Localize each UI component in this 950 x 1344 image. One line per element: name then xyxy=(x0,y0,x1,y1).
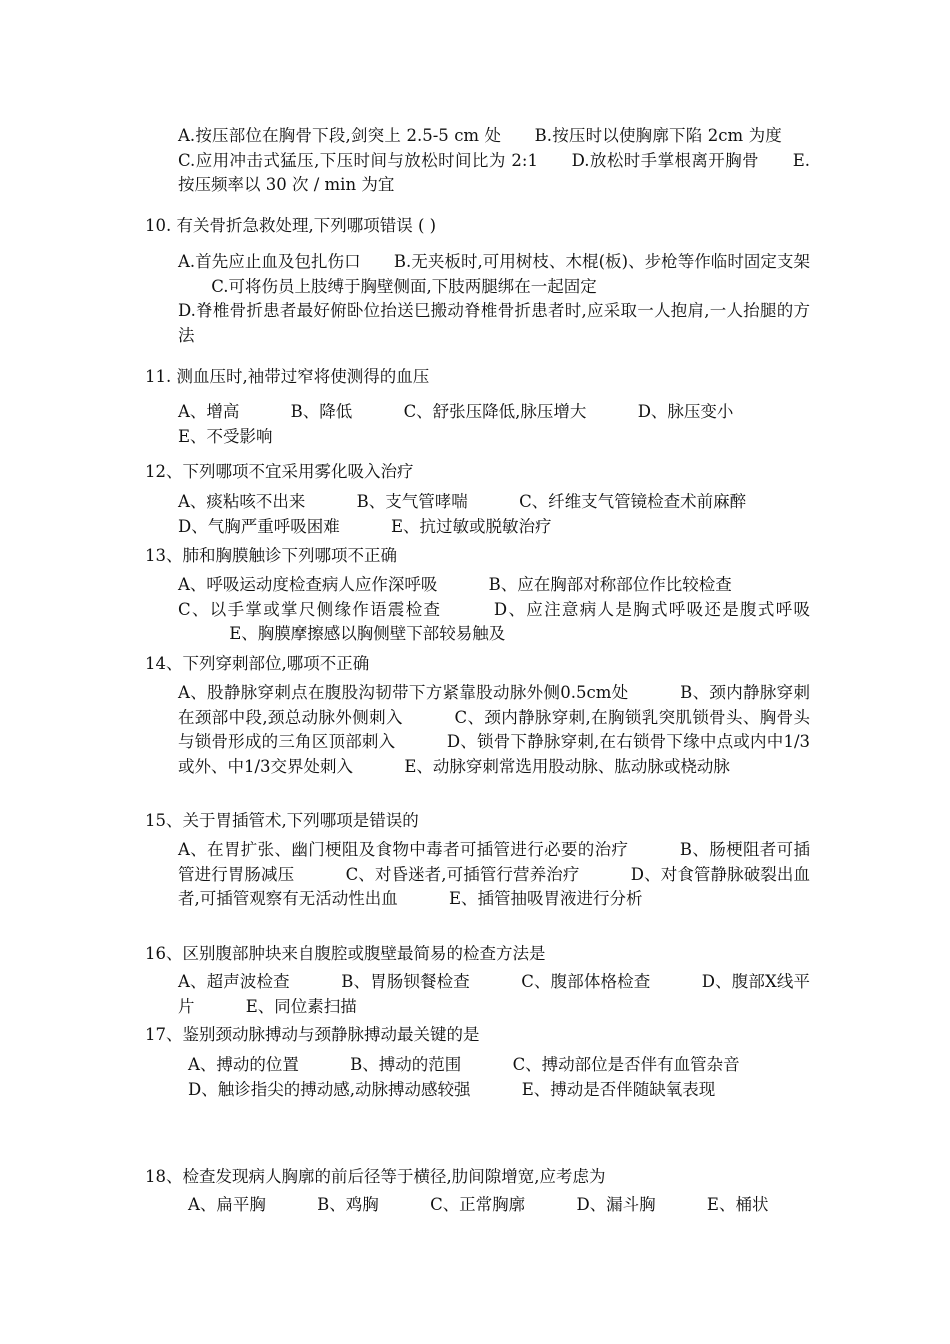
option: B、鸡胸 xyxy=(317,1195,379,1214)
question-11-stem: 11. 测血压时,袖带过窄将使测得的血压 xyxy=(145,367,430,386)
option: D、气胸严重呼吸困难 xyxy=(178,516,340,536)
option: D、触诊指尖的搏动感,动脉搏动感较强 xyxy=(188,1079,471,1099)
option: D、应注意病人是胸式呼吸还是腹式呼吸 xyxy=(493,599,811,619)
option: E. 按压频率以 30 次 / min 为宜 xyxy=(178,150,811,194)
option: C、搏动部位是否伴有血管杂音 xyxy=(512,1055,740,1074)
option: E、不受影响 xyxy=(178,426,273,446)
option: E、动脉穿刺常选用股动脉、肱动脉或桡动脉 xyxy=(404,756,730,776)
option: E、同位素扫描 xyxy=(245,996,357,1016)
option: D、锁骨下静脉穿刺,在右锁骨下缘中点或内中1/3或外、中1/3交界处刺入 xyxy=(178,732,811,776)
question-18-stem: 18、检查发现病人胸廓的前后径等于横径,肋间隙增宽,应考虑为 xyxy=(145,1167,606,1186)
option: A、呼吸运动度检查病人应作深呼吸 xyxy=(178,575,438,594)
option: A、搏动的位置 xyxy=(188,1055,299,1074)
question-11-options xyxy=(178,400,810,449)
question-17-stem: 17、鉴别颈动脉搏动与颈静脉搏动最关键的是 xyxy=(145,1025,480,1044)
question-12-stem: 12、下列哪项不宜采用雾化吸入治疗 xyxy=(145,462,414,481)
option: A.按压部位在胸骨下段,剑突上 2.5-5 cm 处 xyxy=(178,126,502,145)
option: A、痰粘咳不出来 xyxy=(178,492,306,511)
question-15-stem: 15、关于胃插管术,下列哪项是错误的 xyxy=(145,811,419,830)
option: C.可将伤员上肢缚于胸壁侧面,下肢两腿绑在一起固定 xyxy=(211,276,597,296)
option: B、搏动的范围 xyxy=(350,1055,462,1074)
option: A、在胃扩张、幽门梗阻及食物中毒者可插管进行必要的治疗 xyxy=(178,840,629,859)
question-16-options xyxy=(178,970,810,1019)
option: C、正常胸廓 xyxy=(430,1195,526,1214)
option: A、增高 xyxy=(178,402,240,421)
option: C.应用冲击式猛压,下压时间与放松时间比为 2:1 xyxy=(178,150,538,170)
option: B、颈内静脉穿刺在颈部中段,颈总动脉外侧刺入 xyxy=(178,683,810,727)
question-10-options xyxy=(178,250,810,348)
question-15-options xyxy=(178,838,810,912)
question-14-stem: 14、下列穿刺部位,哪项不正确 xyxy=(145,654,370,673)
option: E、胸膜摩擦感以胸侧壁下部较易触及 xyxy=(229,624,506,643)
option: B.无夹板时,可用树枝、木棍(板)、步枪等作临时固定支架 xyxy=(393,252,810,271)
option: D、漏斗胸 xyxy=(576,1195,656,1214)
question-9-options xyxy=(178,124,810,198)
option: B、应在胸部对称部位作比较检查 xyxy=(488,575,732,594)
question-10-stem: 10. 有关骨折急救处理,下列哪项错误 ( ) xyxy=(145,216,437,235)
option: C、纤维支气管镜检查术前麻醉 xyxy=(519,492,747,511)
option: B、胃肠钡餐检查 xyxy=(341,972,470,991)
question-12-options xyxy=(178,490,810,539)
option: D、脉压变小 xyxy=(637,402,734,421)
option: E、搏动是否伴随缺氧表现 xyxy=(521,1079,716,1099)
option: E、桶状 xyxy=(706,1195,769,1214)
option: D、腹部X线平片 xyxy=(178,972,810,1016)
question-14-options xyxy=(178,681,810,779)
option: B、降低 xyxy=(290,402,353,421)
option: B、支气管哮喘 xyxy=(356,492,468,511)
question-16-stem: 16、区别腹部肿块来自腹腔或腹壁最简易的检查方法是 xyxy=(145,944,546,963)
option: B、肠梗阻者可插管进行胃肠减压 xyxy=(178,840,810,884)
option: C、舒张压降低,脉压增大 xyxy=(403,402,587,421)
option: E、插管抽吸胃液进行分析 xyxy=(449,889,643,908)
option: C、颈内静脉穿刺,在胸锁乳突肌锁骨头、胸骨头与锁骨形成的三角区顶部刺入 xyxy=(178,707,811,751)
option: A、股静脉穿刺点在腹股沟韧带下方紧靠股动脉外侧0.5cm处 xyxy=(178,683,629,702)
option: B.按压时以使胸廓下陷 2cm 为度 xyxy=(534,126,782,145)
question-18-options xyxy=(188,1193,810,1218)
option: D.脊椎骨折患者最好俯卧位抬送巳搬动脊椎骨折患者时,应采取一人抱肩,一人抬腿的方法 xyxy=(178,301,810,345)
option: A、超声波检查 xyxy=(178,972,290,991)
option: D.放松时手掌根离开胸骨 xyxy=(571,150,760,170)
option: A、扁平胸 xyxy=(188,1195,266,1214)
option: D、对食管静脉破裂出血者,可插管观察有无活动性出血 xyxy=(178,864,811,908)
option: C、对昏迷者,可插管行营养治疗 xyxy=(345,864,580,884)
question-13-stem: 13、肺和胸膜触诊下列哪项不正确 xyxy=(145,546,397,565)
option: C、以手掌或掌尺侧缘作语震检查 xyxy=(178,599,442,619)
question-17-options xyxy=(188,1053,810,1102)
question-13-options xyxy=(178,573,810,647)
option: C、腹部体格检查 xyxy=(521,972,651,991)
option: E、抗过敏或脱敏治疗 xyxy=(390,516,552,536)
option: A.首先应止血及包扎伤口 xyxy=(178,252,361,271)
